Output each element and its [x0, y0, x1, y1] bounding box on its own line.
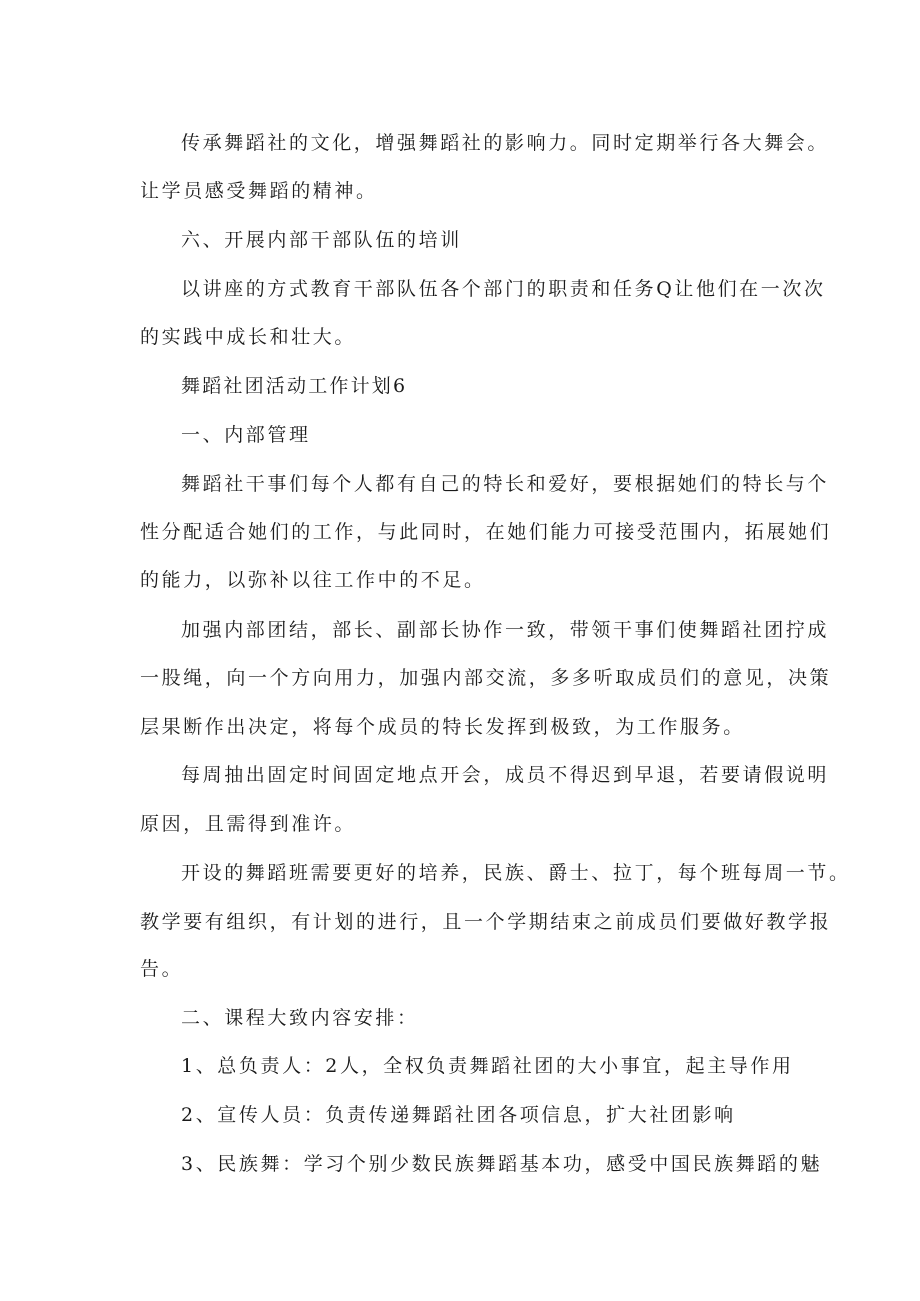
paragraph-line: 每周抽出固定时间固定地点开会，成员不得迟到早退，若要请假说明	[181, 764, 830, 786]
paragraph-line: 让学员感受舞蹈的精神。	[140, 180, 378, 202]
paragraph-line: 开设的舞蹈班需要更好的培养，民族、爵士、拉丁，每个班每周一节。	[181, 862, 851, 884]
paragraph-line: 加强内部团结，部长、副部长协作一致，带领干事们使舞蹈社团拧成	[181, 619, 830, 641]
paragraph-line: 一股绳，向一个方向用力，加强内部交流，多多听取成员们的意见，决策	[140, 667, 832, 689]
section-heading: 六、开展内部干部队伍的培训	[181, 229, 462, 251]
paragraph-line: 传承舞蹈社的文化，增强舞蹈社的影响力。同时定期举行各大舞会。	[181, 132, 830, 154]
list-item: 1、总负责人：2人，全权负责舞蹈社团的大小事宜，起主导作用	[181, 1055, 794, 1077]
paragraph-line: 性分配适合她们的工作，与此同时，在她们能力可接受范围内，拓展她们	[140, 521, 832, 543]
section-heading: 一、内部管理	[181, 424, 311, 446]
paragraph-line: 以讲座的方式教育干部队伍各个部门的职责和任务Q让他们在一次次	[181, 278, 826, 300]
list-item: 3、民族舞：学习个别少数民族舞蹈基本功，感受中国民族舞蹈的魅	[181, 1153, 823, 1175]
paragraph-line: 的能力，以弥补以往工作中的不足。	[140, 569, 486, 591]
paragraph-line: 层果断作出决定，将每个成员的特长发挥到极致，为工作服务。	[140, 716, 745, 738]
paragraph-line: 告。	[140, 958, 184, 980]
paragraph-line: 舞蹈社干事们每个人都有自己的特长和爱好，要根据她们的特长与个	[181, 473, 830, 495]
paragraph-line: 教学要有组织，有计划的进行，且一个学期结束之前成员们要做好教学报	[140, 911, 832, 933]
document-title: 舞蹈社团活动工作计划6	[181, 375, 408, 397]
list-item: 2、宣传人员：负责传递舞蹈社团各项信息，扩大社团影响	[181, 1104, 736, 1126]
section-heading: 二、课程大致内容安排：	[181, 1007, 419, 1029]
paragraph-line: 的实践中成长和壮大。	[140, 326, 357, 348]
paragraph-line: 原因，且需得到准许。	[140, 813, 357, 835]
